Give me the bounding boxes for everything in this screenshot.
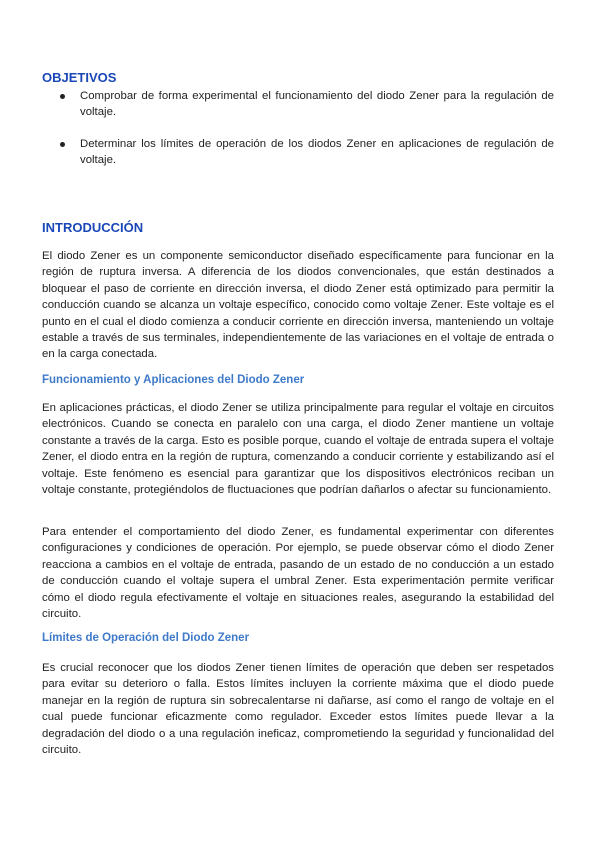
objetivo-text: Comprobar de forma experimental el funcionamiento del diodo Zener para la regulación de voltaje. xyxy=(80,90,554,119)
objetivos-heading: OBJETIVOS xyxy=(42,70,117,85)
introduccion-paragraph: El diodo Zener es un componente semiconductor diseñado específicamente para funcionar en la región de ruptura inversa. A diferencia de los diodos convencionales, que están destinados a bloquear el paso de corriente en dirección inversa, el diodo Zener está optimizado para permitir la conducción cuando se alcanza un voltaje específico, conocido como voltaje Zener. Este voltaje es el punto en el cual el diodo comienza a conducir corriente en dirección inversa, manteniendo un voltaje estable a través de sus terminales, independientemente de las variaciones en el voltaje de entrada o en la carga conectada. xyxy=(42,250,554,361)
objetivo-item-2 xyxy=(60,136,554,169)
limites-paragraph: Es crucial reconocer que los diodos Zener tienen límites de operación que deben ser respetados para evitar su deterioro o falla. Estos límites incluyen la corriente máxima que el diodo puede manejar en la región de ruptura sin sobrecalentarse ni dañarse, así como el rango de voltaje en el cual puede funcionar eficazmente como regulador. Exceder estos límites puede llevar a la degradación del diodo o a una regulación ineficaz, comprometiendo la seguridad y funcionalidad del circuito. xyxy=(42,662,554,757)
funcionamiento-paragraph-2: Para entender el comportamiento del diodo Zener, es fundamental experimentar con diferentes configuraciones y condiciones de operación. Por ejemplo, se puede observar cómo el diodo Zener reacciona a cambios en el voltaje de entrada, pasando de un estado de no conducción a un estado de conducción cuando el voltaje supera el umbral Zener. Esta experimentación permite verificar cómo el diodo regula efectivamente el voltaje en situaciones reales, asegurando la estabilidad del circuito. xyxy=(42,526,554,621)
objetivo-item-1 xyxy=(60,88,554,121)
funcionamiento-paragraph-1: En aplicaciones prácticas, el diodo Zener se utiliza principalmente para regular el voltaje en circuitos electrónicos. Cuando se conecta en paralelo con una carga, el diodo Zener mantiene un voltaje constante a través de la carga. Esto es posible porque, cuando el voltaje de entrada supera el voltaje Zener, el diodo entra en la región de ruptura, comenzando a conducir corriente y estabilizando así el voltaje. Este fenómeno es esencial para garantizar que los dispositivos electrónicos reciban un voltaje constante, protegiéndolos de fluctuaciones que podrían dañarlos o afectar su funcionamiento. xyxy=(42,402,554,497)
introduccion-heading: INTRODUCCIÓN xyxy=(42,220,144,235)
limites-heading: Límites de Operación del Diodo Zener xyxy=(42,632,250,644)
objetivo-text: Determinar los límites de operación de los diodos Zener en aplicaciones de regulación de voltaje. xyxy=(80,138,554,167)
bullet-icon xyxy=(60,142,65,147)
funcionamiento-heading: Funcionamiento y Aplicaciones del Diodo Zener xyxy=(42,374,305,386)
bullet-icon xyxy=(60,94,65,99)
